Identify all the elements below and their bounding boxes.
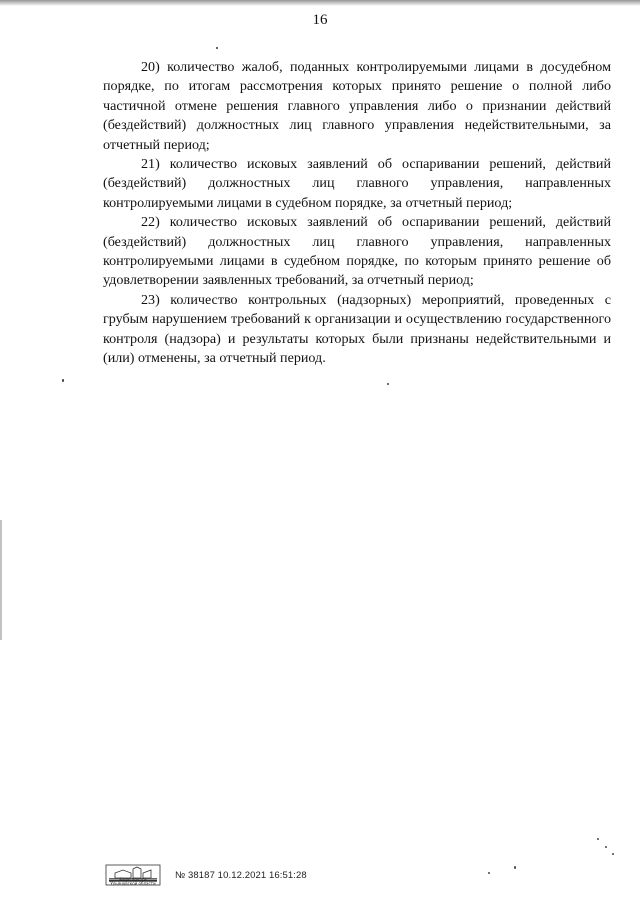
- paragraph-item-23: 23) количество контрольных (надзорных) мероприятий, проведенных с грубым нарушением требований к организации и осуществлению государственного контроля (надзора) и результаты которых были признаны недействительными и (или) отменены, за отчетный период.: [103, 291, 611, 367]
- scan-speck: [597, 838, 599, 840]
- paragraph-item-20: 20) количество жалоб, поданных контролируемыми лицами в досудебном порядке, по итогам рассмотрения которых принято решение о полной либо частичной отмене решения главного управления либо о признании действий (бездействий) должностных лиц главного управления недействительными, за отчетный период;: [103, 59, 611, 153]
- stamp-caption: Бюро печати Ульяновской области: [110, 877, 156, 886]
- registration-number: № 38187 10.12.2021 16:51:28: [175, 869, 307, 881]
- scan-speck: [514, 866, 516, 869]
- printing-stamp-logo: [105, 864, 161, 886]
- document-footer: [105, 863, 307, 887]
- paragraph-item-21: 21) количество исковых заявлений об оспаривании решений, действий (бездействий) должностных лиц главного управления, направленных контролируемыми лицами в судебном порядке, за отчетный период;: [103, 156, 611, 211]
- scan-speck: [612, 853, 614, 855]
- scan-speck: [488, 872, 490, 874]
- page-number: 16: [312, 12, 328, 28]
- paragraph-item-22: 22) количество исковых заявлений об оспаривании решений, действий (бездействий) должностных лиц главного управления, направленных контролируемыми лицами в судебном порядке, по которым принято решение об удовлетворении заявленных требований, за отчетный период;: [103, 214, 611, 289]
- document-body: [103, 58, 611, 369]
- scan-speck: [216, 47, 218, 49]
- scan-speck: [387, 383, 389, 385]
- scan-top-edge: [0, 0, 640, 6]
- scan-speck: [62, 379, 64, 382]
- scan-speck: [605, 846, 607, 848]
- scan-left-edge: [0, 520, 2, 640]
